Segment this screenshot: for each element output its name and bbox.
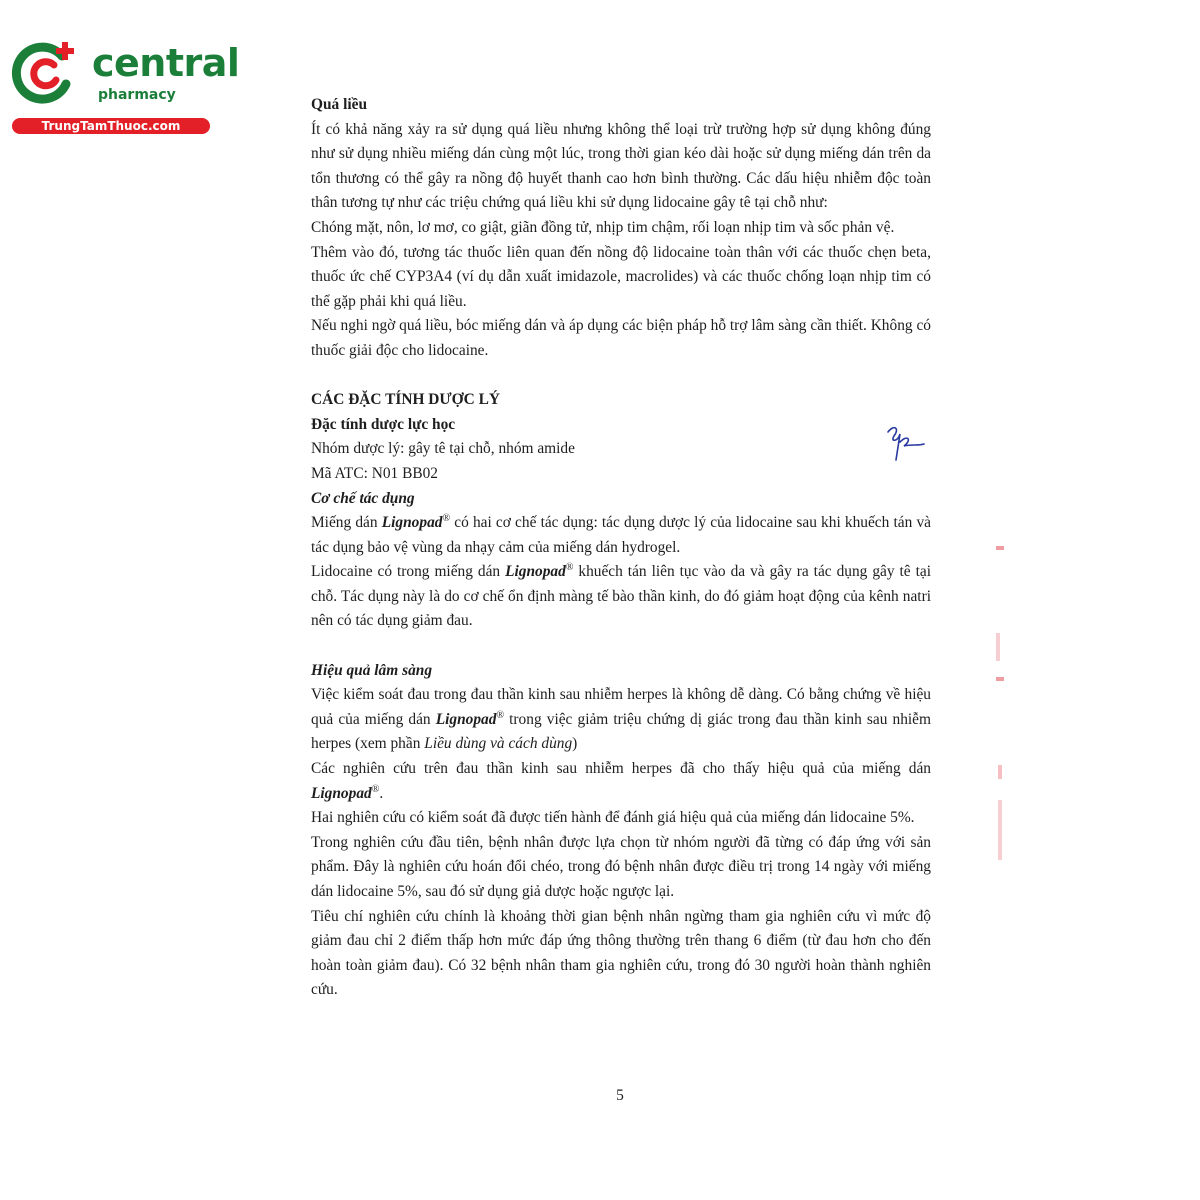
paragraph: Ít có khả năng xảy ra sử dụng quá liều nhưng không thể loại trừ trường hợp sử dụng không đúng như sử dụng nhiều miếng dán cùng một lúc, trong thời gian kéo dài hoặc sử dụng miếng dán trên da tổn thương có thể gây ra nồng độ huyết thanh cao hơn bình thường. Các dấu hiệu nhiễm độc toàn thân tương tự như các triệu chứng quá liều khi sử dụng lidocaine gây tê tại chỗ như:: [311, 120, 931, 212]
paragraph: Các nghiên cứu trên đau thần kinh sau nhiễm herpes đã cho thấy hiệu quả của miếng dán Lignopad®.: [311, 760, 931, 802]
section-title-pharmacology: CÁC ĐẶC TÍNH DƯỢC LÝ: [311, 391, 500, 409]
paragraph: Hai nghiên cứu có kiểm soát đã được tiến hành để đánh giá hiệu quả của miếng dán lidocaine 5%.: [311, 809, 915, 827]
paragraph: Trong nghiên cứu đầu tiên, bệnh nhân được lựa chọn từ nhóm người đã từng có đáp ứng với sản phẩm. Đây là nghiên cứu hoán đổi chéo, trong đó bệnh nhân được điều trị trong 14 ngày với miếng dán lidocaine 5%, sau đó sử dụng giả dược hoặc ngược lại.: [311, 833, 931, 900]
paragraph: Nếu nghi ngờ quá liều, bóc miếng dán và áp dụng các biện pháp hỗ trợ lâm sàng cần thiết. Không có thuốc giải độc cho lidocaine.: [311, 317, 931, 359]
edge-mark: [996, 677, 1004, 681]
paragraph: Lidocaine có trong miếng dán Lignopad® khuếch tán liên tục vào da và gây ra tác dụng gây tê tại chỗ. Tác dụng này là do cơ chế ổn định màng tế bào thần kinh, do đó giảm hoạt động của kênh natri nên có tác dụng giảm đau.: [311, 562, 931, 630]
subsection-title-clinical: Hiệu quả lâm sàng: [311, 661, 433, 679]
brand-logo: [10, 38, 240, 138]
product-name: Lignopad: [435, 710, 497, 728]
page-number: 5: [616, 1087, 624, 1104]
subsection-title-pharmacodynamics: Đặc tính dược lực học: [311, 415, 456, 433]
section-reference: Liều dùng và cách dùng: [424, 735, 573, 753]
paragraph: Tiêu chí nghiên cứu chính là khoảng thời gian bệnh nhân ngừng tham gia nghiên cứu vì mức độ giảm đau chỉ 2 điểm thấp hơn mức đáp ứng thông thường trên thang 6 điểm (từ đau hơn cho đến hoàn toàn giảm đau). Có 32 bệnh nhân tham gia nghiên cứu, trong đó 30 người hoàn thành nghiên cứu.: [311, 907, 931, 999]
brand-name: central: [92, 41, 240, 85]
paragraph: Thêm vào đó, tương tác thuốc liên quan đến nồng độ lidocaine toàn thân với các thuốc chẹn beta, thuốc ức chế CYP3A4 (ví dụ dẫn xuất imidazole, macrolides) và các thuốc chống loạn nhịp tim có thể gặp phải khi quá liều.: [311, 243, 931, 310]
edge-mark: [996, 546, 1004, 550]
product-name: Lignopad: [311, 784, 372, 802]
paragraph: Miếng dán Lignopad® có hai cơ chế tác dụng: tác dụng dược lý của lidocaine sau khi khuếch tán và tác dụng bảo vệ vùng da nhạy cảm của miếng dán hydrogel.: [311, 512, 931, 556]
paragraph: Chóng mặt, nôn, lơ mơ, co giật, giãn đồng tử, nhịp tim chậm, rối loạn nhịp tim và sốc phản vệ.: [311, 218, 895, 236]
subsection-title-mechanism: Cơ chế tác dụng: [311, 489, 415, 507]
pharm-group: Nhóm dược lý: gây tê tại chỗ, nhóm amide: [311, 440, 575, 458]
edge-mark: [998, 800, 1002, 860]
atc-code: Mã ATC: N01 BB02: [311, 464, 438, 482]
edge-mark: [996, 633, 1000, 661]
section-title-overdose: Quá liều: [311, 96, 368, 113]
brand-sub: pharmacy: [98, 87, 176, 103]
central-pharmacy-logo-icon: [10, 38, 80, 108]
paragraph: Việc kiểm soát đau trong đau thần kinh sau nhiễm herpes là không dễ dàng. Có bằng chứng về hiệu quả của miếng dán Lignopad® trong việc giảm triệu chứng dị giác trong đau thần kinh sau nhiễm herpes (xem phần Liều dùng và cách dùng): [311, 686, 931, 753]
document-body: [311, 93, 931, 1003]
edge-mark: [998, 765, 1002, 779]
product-name: Lignopad: [381, 514, 443, 532]
brand-banner[interactable]: TrungTamThuoc.com: [12, 118, 210, 134]
product-name: Lignopad: [505, 563, 566, 581]
